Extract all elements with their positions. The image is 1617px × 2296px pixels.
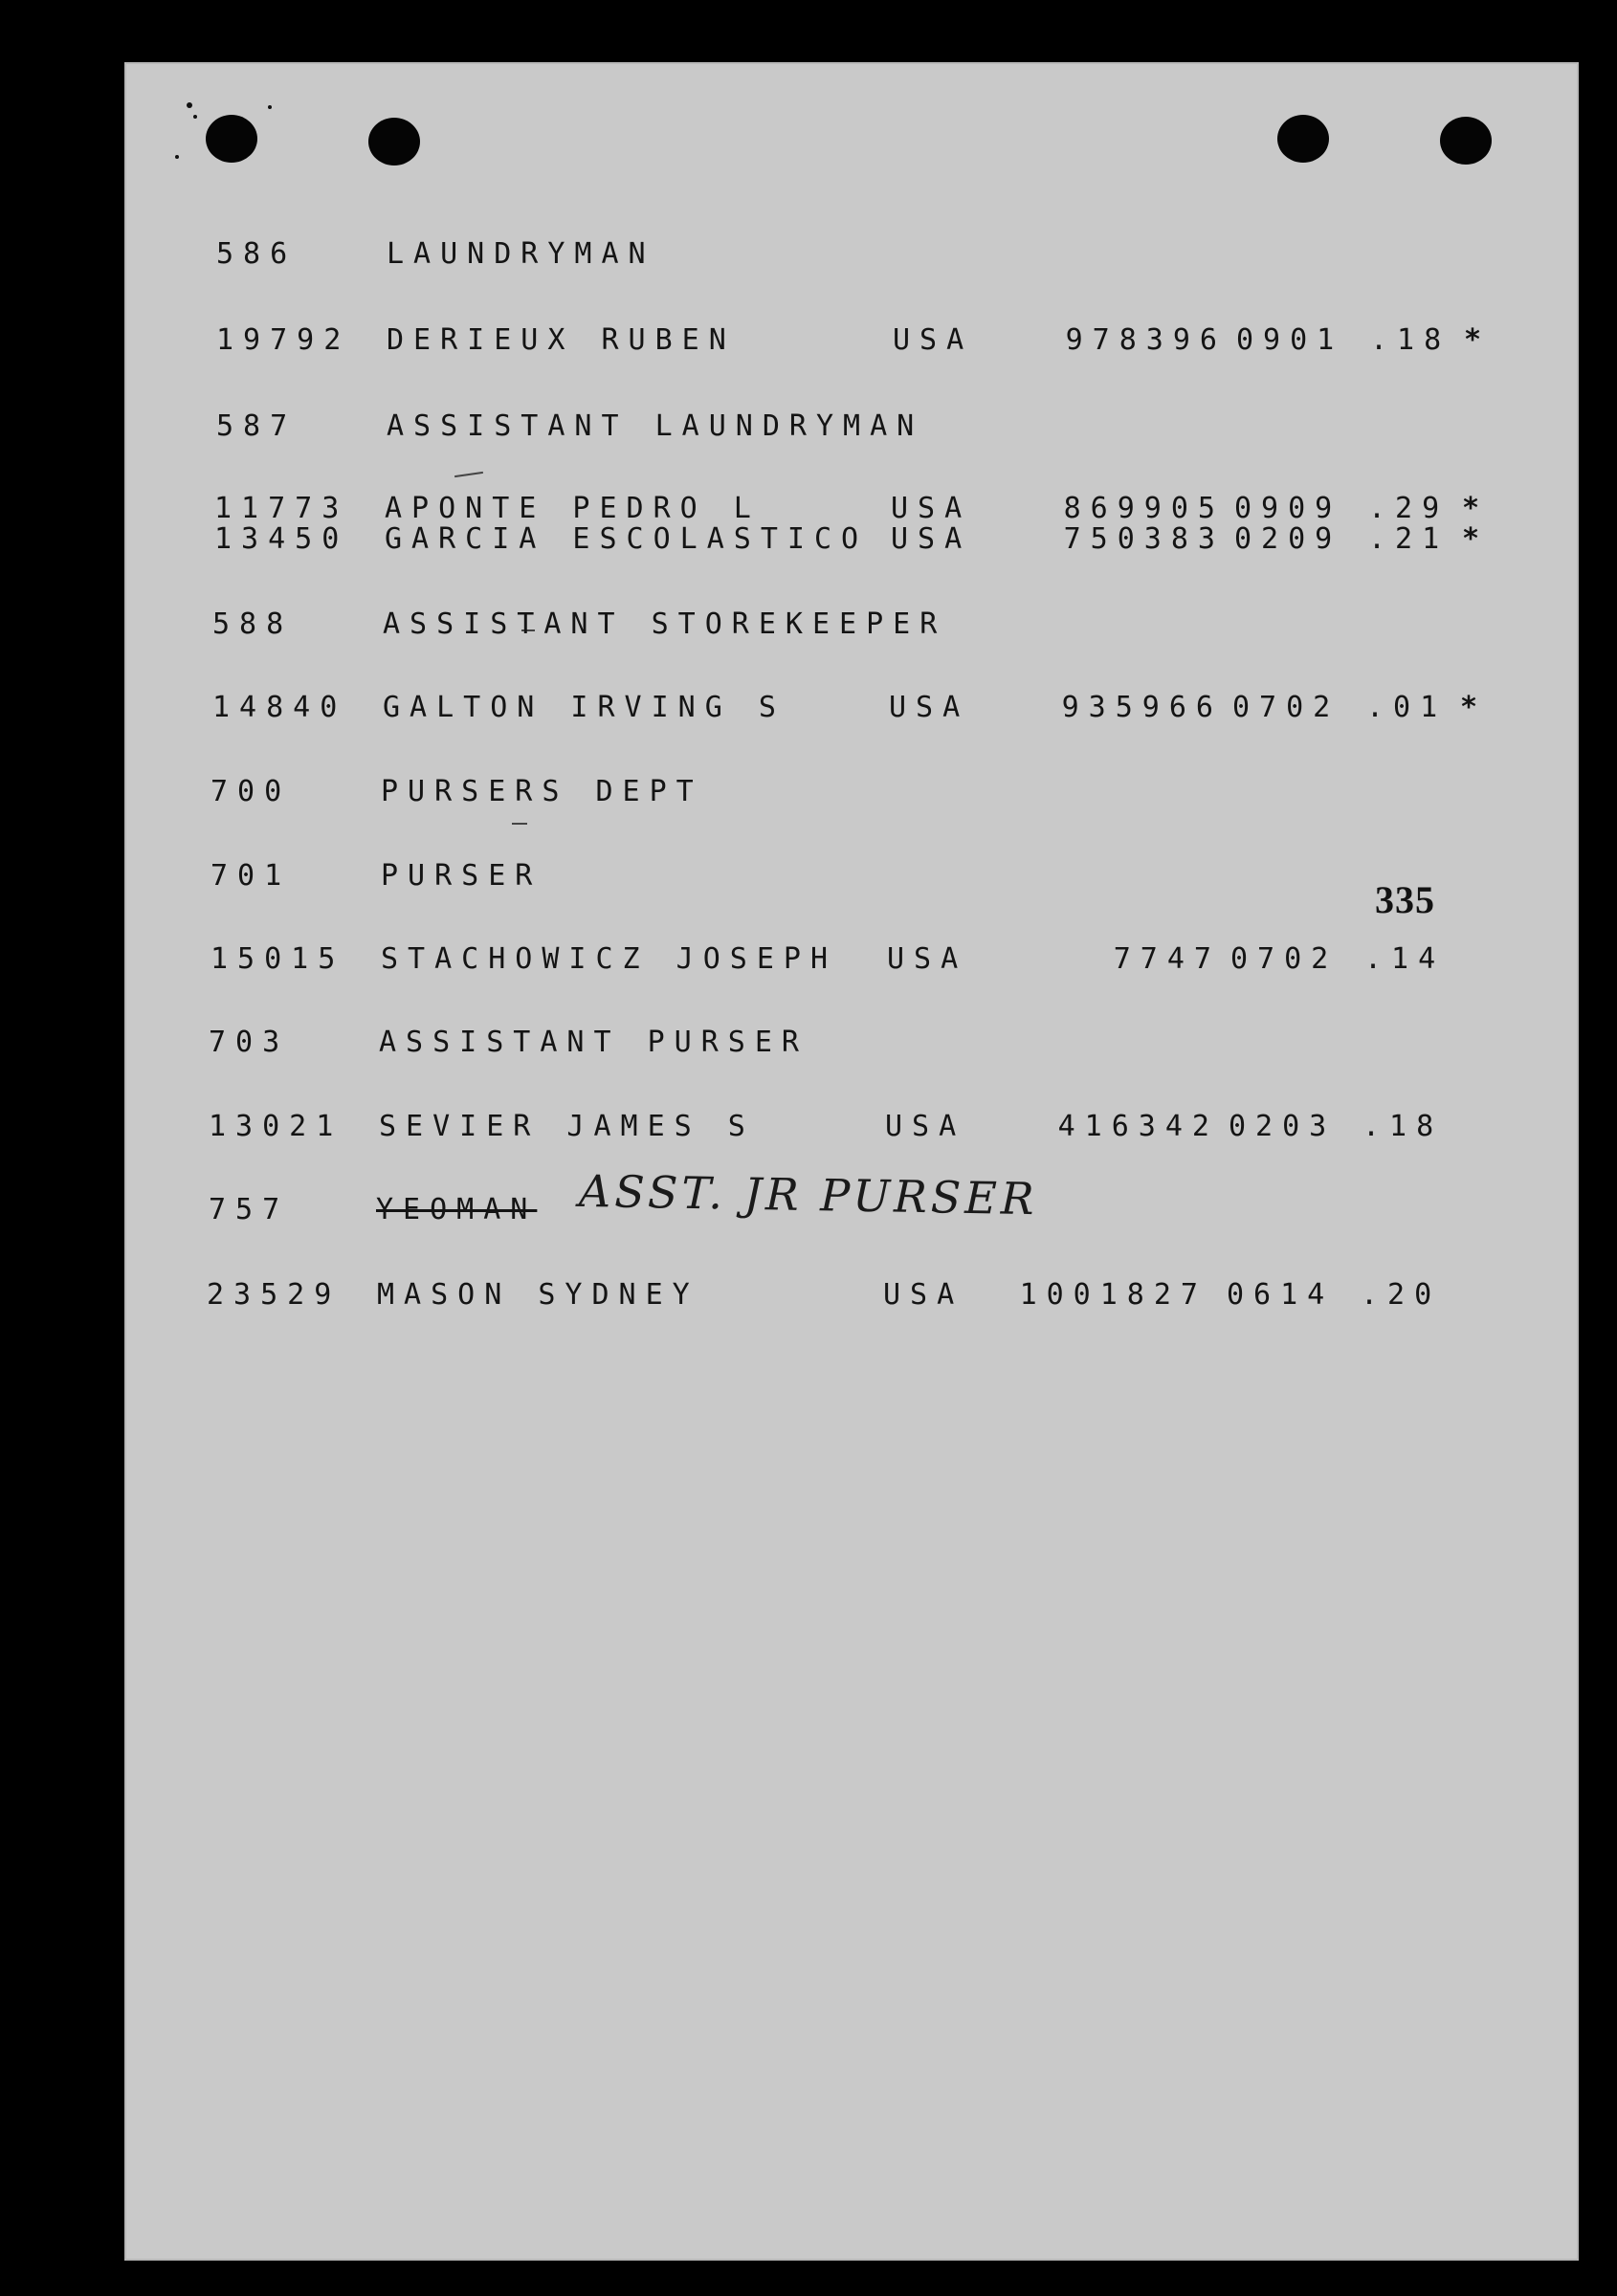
crew-number: 978396 [1065, 323, 1227, 357]
heading-code: 703 [209, 1026, 290, 1059]
crew-number: 1001827 [1019, 1278, 1207, 1312]
crew-id: 11773 [214, 492, 349, 525]
crew-date: 0702 [1232, 691, 1340, 724]
pen-stray-mark [454, 472, 483, 477]
crew-rate: .18 [1370, 323, 1451, 357]
crew-id: 23529 [207, 1278, 342, 1312]
crew-id: 13450 [214, 522, 349, 556]
heading-title: PURSERS DEPT [381, 775, 703, 808]
crew-mark: * [1464, 323, 1492, 357]
crew-id: 13021 [209, 1110, 343, 1143]
crew-mark: * [1462, 522, 1490, 556]
crew-row [209, 1110, 1444, 1144]
crew-citizenship: USA [891, 492, 972, 525]
crew-name: APONTE PEDRO L [385, 492, 761, 525]
ink-speck [268, 105, 272, 109]
crew-row [212, 691, 1488, 725]
crew-rate: .18 [1362, 1110, 1444, 1143]
crew-mark: * [1460, 691, 1488, 724]
crew-date: 0614 [1227, 1278, 1335, 1312]
heading-title-struck: YEOMAN [376, 1193, 538, 1226]
handwritten-correction: ASST. JR PURSER [578, 1164, 1039, 1225]
heading-row [210, 859, 543, 894]
crew-id: 19792 [216, 323, 351, 357]
crew-name: GALTON IRVING S [383, 691, 786, 724]
punch-hole-3 [1277, 115, 1329, 163]
heading-title: ASSISTANT LAUNDRYMAN [387, 409, 924, 443]
heading-title: PURSER [381, 859, 543, 893]
crew-citizenship: USA [889, 691, 970, 724]
heading-code: 757 [209, 1193, 290, 1226]
crew-date: 0702 [1230, 942, 1339, 976]
crew-row [216, 323, 1492, 358]
crew-row [207, 1278, 1442, 1313]
crew-number: 869905 [1063, 492, 1225, 525]
crew-citizenship: USA [885, 1110, 966, 1143]
crew-date: 0901 [1236, 323, 1344, 357]
crew-name: GARCIA ESCOLASTICO [385, 522, 869, 556]
crew-rate: .20 [1361, 1278, 1442, 1312]
crew-number: 416342 [1057, 1110, 1219, 1143]
crew-mark: * [1462, 492, 1490, 525]
crew-date: 0909 [1234, 492, 1342, 525]
crew-number: 935966 [1061, 691, 1223, 724]
crew-id: 15015 [210, 942, 345, 976]
ink-speck [187, 102, 192, 108]
crew-id: 14840 [212, 691, 347, 724]
heading-title: LAUNDRYMAN [387, 237, 655, 271]
punch-hole-1 [206, 115, 257, 163]
crew-name: MASON SYDNEY [377, 1278, 699, 1312]
heading-code: 586 [216, 237, 298, 271]
crew-row [214, 522, 1490, 557]
heading-row [216, 237, 655, 272]
heading-code: 701 [210, 859, 292, 893]
heading-title: ASSISTANT PURSER [379, 1026, 808, 1059]
page-number-stamp: 335 [1375, 878, 1435, 921]
punch-hole-4 [1440, 117, 1492, 165]
heading-row [209, 1193, 538, 1227]
ink-speck [175, 155, 179, 159]
heading-code: 700 [210, 775, 292, 808]
crew-citizenship: USA [883, 1278, 964, 1312]
crew-citizenship: USA [887, 942, 968, 976]
crew-rate: .14 [1364, 942, 1446, 976]
crew-citizenship: USA [893, 323, 974, 357]
heading-row [210, 775, 703, 809]
crew-rate: .01 [1366, 691, 1448, 724]
pen-stray-mark [512, 823, 527, 825]
punch-hole-2 [368, 118, 420, 166]
document-page [124, 62, 1579, 2261]
crew-name: DERIEUX RUBEN [387, 323, 736, 357]
heading-code: 587 [216, 409, 298, 443]
crew-name: STACHOWICZ JOSEPH [381, 942, 838, 976]
heading-code: 588 [212, 607, 294, 641]
heading-row [209, 1026, 808, 1060]
crew-number: 7747 [1113, 942, 1221, 976]
heading-row [212, 607, 947, 642]
ink-speck [193, 115, 197, 119]
crew-rate: .21 [1368, 522, 1450, 556]
crew-date: 0203 [1229, 1110, 1337, 1143]
crew-citizenship: USA [891, 522, 972, 556]
crew-name: SEVIER JAMES S [379, 1110, 755, 1143]
crew-number: 750383 [1063, 522, 1225, 556]
heading-title: ASSISTANT STOREKEEPER [383, 607, 947, 641]
heading-row [216, 409, 924, 444]
crew-date: 0209 [1234, 522, 1342, 556]
crew-row [214, 492, 1490, 526]
crew-row [210, 942, 1446, 977]
crew-rate: .29 [1368, 492, 1450, 525]
